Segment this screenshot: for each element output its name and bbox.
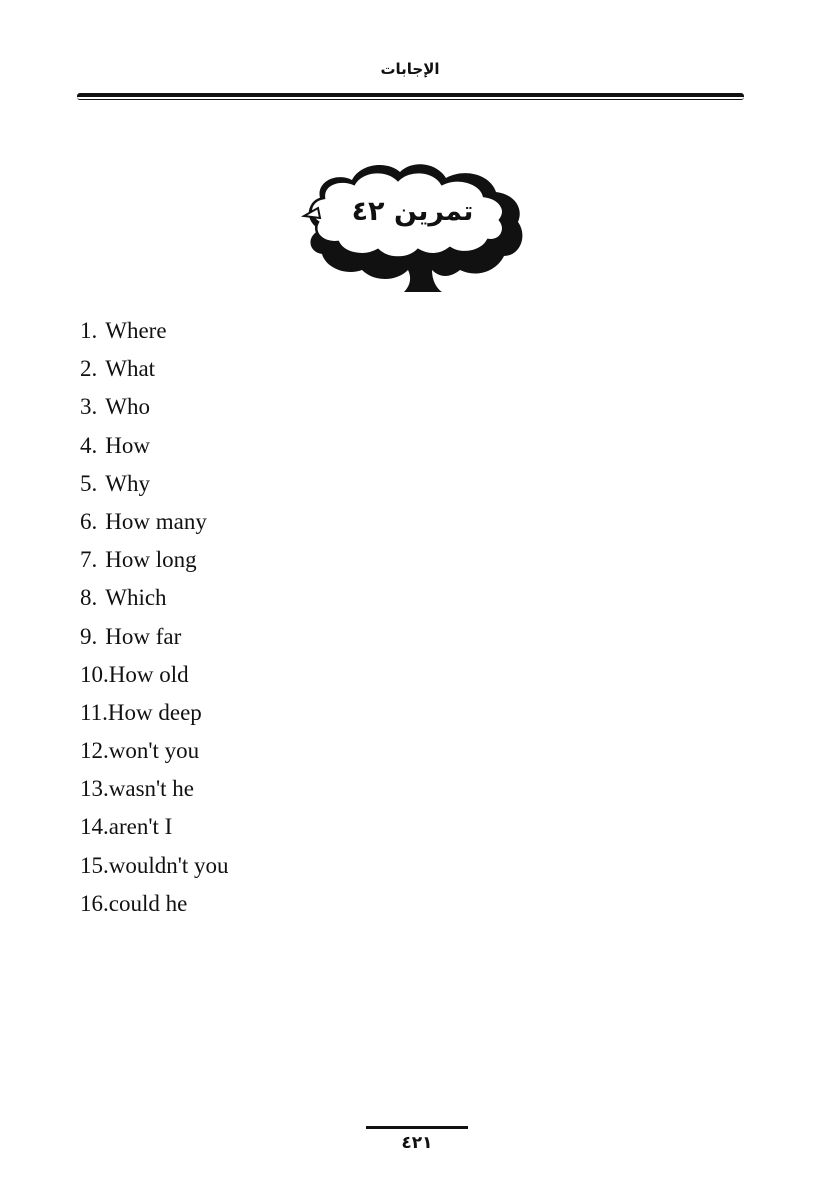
item-text: Which bbox=[105, 585, 167, 611]
list-item bbox=[80, 505, 229, 543]
list-item bbox=[80, 849, 229, 887]
list-item bbox=[80, 887, 229, 925]
item-text: What bbox=[105, 356, 156, 382]
item-number: 15. bbox=[80, 852, 109, 878]
item-text: aren't I bbox=[108, 814, 173, 840]
list-item bbox=[80, 390, 229, 428]
exercise-badge bbox=[300, 160, 525, 293]
answer-list bbox=[80, 314, 229, 925]
item-number: 14. bbox=[80, 814, 109, 840]
item-text: How long bbox=[105, 547, 197, 573]
list-item bbox=[80, 543, 229, 581]
item-number: 4. bbox=[80, 432, 98, 458]
item-number: 8. bbox=[80, 585, 98, 611]
item-number: 5. bbox=[80, 470, 98, 496]
page-number: ٤٢١ bbox=[401, 1133, 433, 1153]
item-text: How deep bbox=[107, 699, 202, 725]
item-text: could he bbox=[108, 890, 188, 916]
item-text: How bbox=[105, 432, 150, 458]
item-number: 2. bbox=[80, 356, 98, 382]
item-number: 7. bbox=[80, 547, 98, 573]
item-text: How old bbox=[108, 661, 189, 687]
page-header-title: الإجابات bbox=[380, 60, 440, 78]
list-item bbox=[80, 696, 229, 734]
item-text: wouldn't you bbox=[108, 852, 229, 878]
list-item bbox=[80, 772, 229, 810]
item-text: wasn't he bbox=[108, 776, 195, 802]
item-number: 9. bbox=[80, 623, 98, 649]
list-item bbox=[80, 467, 229, 505]
item-number: 13. bbox=[80, 776, 109, 802]
footer-rule bbox=[366, 1126, 468, 1129]
item-number: 1. bbox=[80, 318, 98, 343]
item-text: How far bbox=[105, 623, 182, 649]
item-number: 6. bbox=[80, 508, 98, 534]
item-number: 3. bbox=[80, 394, 98, 420]
item-number: 10. bbox=[80, 661, 109, 687]
exercise-label: تمرين ٤٢ bbox=[351, 196, 474, 227]
list-item bbox=[80, 810, 229, 848]
list-item bbox=[80, 581, 229, 619]
list-item bbox=[80, 352, 229, 390]
item-text: Who bbox=[105, 394, 150, 420]
list-item bbox=[80, 658, 229, 696]
list-item bbox=[80, 314, 229, 352]
item-number: 11. bbox=[80, 699, 108, 725]
item-text: How many bbox=[105, 508, 207, 534]
item-text: Where bbox=[105, 318, 167, 343]
item-number: 12. bbox=[80, 738, 109, 764]
list-item bbox=[80, 429, 229, 467]
list-item bbox=[80, 620, 229, 658]
item-number: 16. bbox=[80, 890, 109, 916]
item-text: Why bbox=[105, 470, 150, 496]
item-text: won't you bbox=[108, 738, 200, 764]
list-item bbox=[80, 734, 229, 772]
header-rule bbox=[77, 93, 744, 100]
